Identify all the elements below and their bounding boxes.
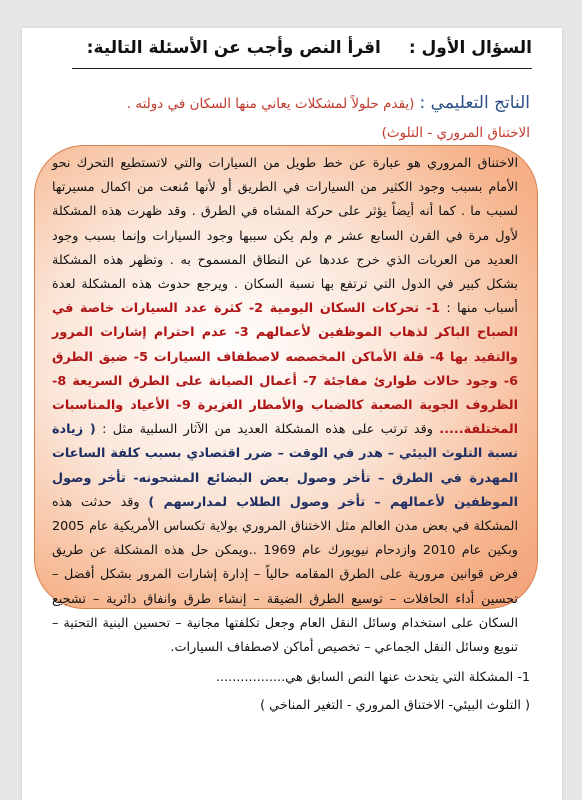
question-header <box>72 38 532 69</box>
reading-passage <box>52 152 518 660</box>
passage-history: وقد حدثت هذه المشكلة في بعض مدن العالم مثل الاختناق المروري بولاية تكساس الأمريكية عام 2005 وبكين عام 2010 وازدحام نيويورك عام 1969 ..ويمكن حل هذه المشكلة عن طريق فرض قوانين مرورية على الطرق المقامه حالياً – إدارة إشارات المرور بشكل أفضل – تحسين أداء الحافلات – توسيع الطرق الضيقة – إنشاء طرق وانفاق دائرية – تشجيع السكان على استخدام وسائل النقل العام وجعل تكلفتها مجانية – تحسين البنية التحتية – تنويع وسائل النقل الجماعي – تخصيص أماكن لاصطفاف السيارات. <box>52 494 518 656</box>
passage-effects-intro: وقد ترتب على هذه المشكلة العديد من الآثار السلبية مثل : <box>102 422 433 438</box>
question-1-prompt: 1- المشكلة التي يتحدث عنها النص السابق هي................. <box>216 670 530 685</box>
learning-outcome-text: (يقدم حلولاً لمشكلات يعاني منها السكان في دولته . الاختناق المروري - التلوث) <box>126 96 530 141</box>
question-label: السؤال الأول : <box>408 38 532 58</box>
question-1 <box>110 664 530 720</box>
passage-causes: 1- تحركات السكان اليومية 2- كثرة عدد السيارات خاصة في الصباح الباكر لذهاب الموظفين لأعمالهم 3- عدم احترام إشارات المرور والتقيد بها 4- قلة الأماكن المخصصه لاصطفاف السيارات 5- ضيق الطرق 6- وجود حالات طوارئ مفاجئة 7- أعمال الصيانة على الطرق السريعة 8- الظروف الجوية الصعبة كالضباب والأمطار الغزيرة 9- الأعياد والمناسبات المختلفة..... <box>52 301 519 438</box>
question-instruction: اقرأ النص وأجب عن الأسئلة التالية: <box>86 38 381 58</box>
passage-intro: الاختناق المروري هو عبارة عن خط طويل من السيارات والتي لاتستطيع التحرك نحو الأمام بسبب وجود الكثير من السيارات في الطريق أو لأنها مُنعت من اكمال مسيرتها لسبب ما . كما أنه أيضاً يؤثر على حركة المشاه في الطرق . وقد ظهرت هذه المشكلة لأول مرة في القرن السابع عشر م ولم يكن سببها وجود السيارات وإنما بسبب وجود العديد من العربات الذي خرج عددها عن النطاق المسموح به . وتظهر هذه المشكلة بشكل كبير في الدول التي ترتفع بها نسبة السكان . ويرجع حدوث هذه المشكلة لعدة أسباب منها : <box>52 156 518 317</box>
learning-outcome-label: الناتج التعليمي : <box>419 93 530 113</box>
question-1-options: ( التلوث البيئي- الاختناق المروري - التغير المناخي ) <box>260 698 530 713</box>
passage-effects: ( زيادة نسبة التلوث البيئي – هدر في الوقت – ضرر اقتصادي بسبب كلفة الساعات المهدرة في الطرق – تأخر وصول بعض البضائع المشحونه- تأخر وصول الموظفين لأعمالهم – تأخر وصول الطلاب لمدارسهم ) <box>52 422 518 510</box>
learning-outcome <box>90 89 530 147</box>
